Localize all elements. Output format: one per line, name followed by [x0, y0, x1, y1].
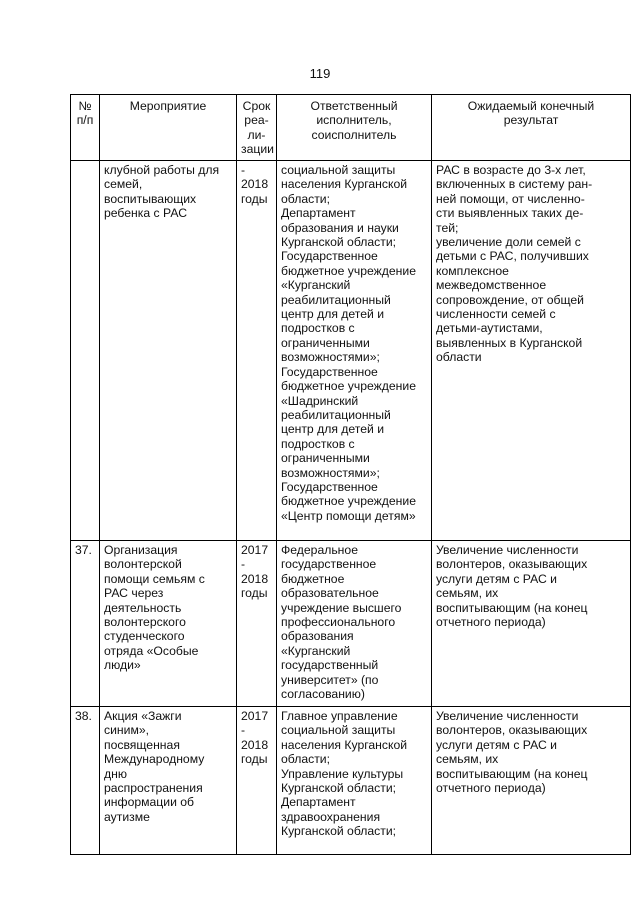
row-term: 2017 - 2018 годы [237, 707, 277, 855]
row-event: Организация волонтерской помощи семьям с РАС через деятельность волонтерского студенческого отряда «Особые люди» [100, 541, 237, 707]
program-table [70, 94, 631, 855]
header-event: Мероприятие [100, 95, 237, 161]
header-result: Ожидаемый конечный результат [432, 95, 631, 161]
table-header-row [71, 95, 631, 161]
row-result: Увеличение численности волонтеров, оказывающих услуги детям с РАС и семьям, их воспитывающим (на конец отчетного периода) [432, 541, 631, 707]
row-event: клубной работы для семей, воспитывающих ребенка с РАС [100, 161, 237, 541]
row-term: 2017 - 2018 годы [237, 541, 277, 707]
table-row [71, 161, 631, 541]
row-num: 38. [71, 707, 100, 855]
header-responsible: Ответственный исполнитель, соисполнитель [277, 95, 432, 161]
row-responsible: Главное управление социальной защиты населения Курганской области; Управление культуры Курганской области; Департамент здравоохранения Курганской области; [277, 707, 432, 855]
row-responsible: Федеральное государственное бюджетное образовательное учреждение высшего профессионального образования «Курганский государственный университет» (по согласованию) [277, 541, 432, 707]
table-row [71, 707, 631, 855]
row-event: Акция «Зажги синим», посвященная Международному дню распространения информации об аутизме [100, 707, 237, 855]
row-term: - 2018 годы [237, 161, 277, 541]
row-num: 37. [71, 541, 100, 707]
table-row [71, 541, 631, 707]
header-num: № п/п [71, 95, 100, 161]
row-responsible: социальной защиты населения Курганской области; Департамент образования и науки Курганской области; Государственное бюджетное учреждение «Курганский реабилитационный центр для детей и подростков с ограниченными возможностями»; Государственное бюджетное учреждение «Шадринский реабилитационный центр для детей и подростков с ограниченными возможностями»; Государственное бюджетное учреждение «Центр помощи детям» [277, 161, 432, 541]
row-result: Увеличение численности волонтеров, оказывающих услуги детям с РАС и семьям, их воспитывающим (на конец отчетного периода) [432, 707, 631, 855]
header-term: Срок реа- ли- зации [237, 95, 277, 161]
row-result: РАС в возрасте до 3-х лет, включенных в систему ран- ней помощи, от численно- сти выявленных таких де- тей; увеличение доли семей с детьми с РАС, получивших комплексное межведомственное сопровождение, от общей численности семей с детьми-аутистами, выявленных в Курганской области [432, 161, 631, 541]
page-number: 119 [309, 66, 331, 81]
row-num [71, 161, 100, 541]
